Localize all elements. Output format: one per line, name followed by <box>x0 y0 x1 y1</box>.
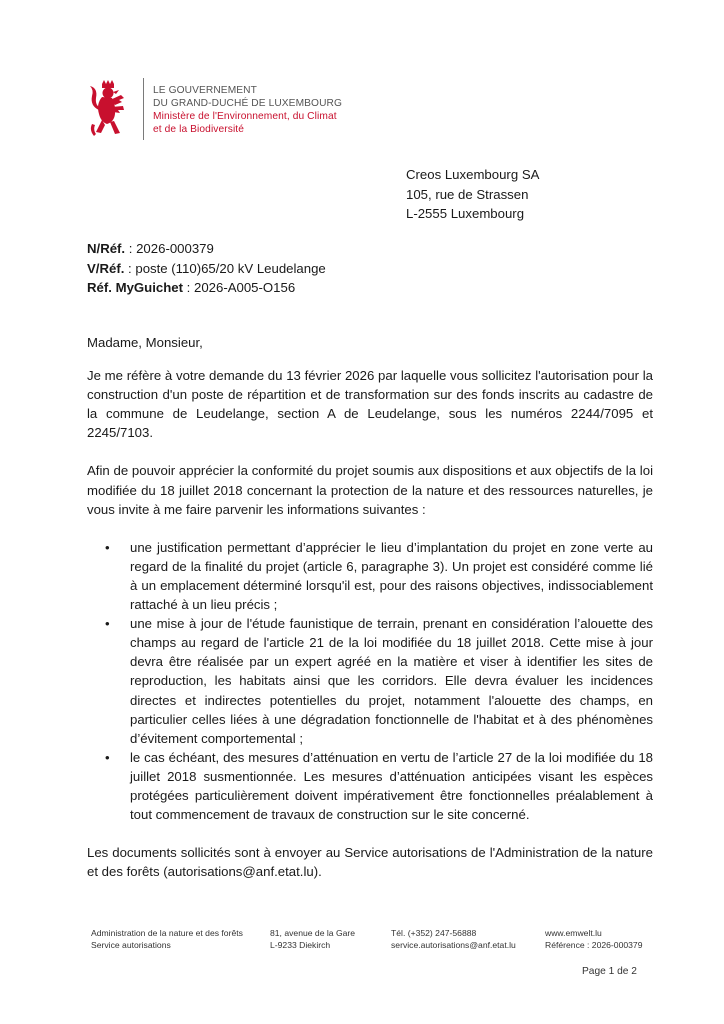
recipient-street: 105, rue de Strassen <box>406 186 529 202</box>
footer-email[interactable]: service.autorisations@anf.etat.lu <box>391 940 516 950</box>
red-lion-icon <box>88 80 130 140</box>
footer-link[interactable]: www.emwelt.lu <box>545 928 602 938</box>
list-item-text: une justification permettant d’apprécier le lieu d’implantation du projet en zone verte au regard de la finalité du projet (article 6, paragraphe 3). Un projet est considéré comme lié à un emplacement déterminé lorsqu'il est, pour des raisons objectives, indissociablement rattaché à un lieu précis ; <box>130 539 653 613</box>
references-block <box>87 239 326 298</box>
recipient-city: L-2555 Luxembourg <box>406 206 525 221</box>
ministry-line-1: Ministère de l'Environnement, du Climat <box>153 111 337 122</box>
footer-text: Tél. (+352) 247-56888 <box>391 928 477 938</box>
footer-text: Service autorisations <box>91 940 171 950</box>
salutation: Madame, Monsieur, <box>87 335 203 350</box>
list-item-text: le cas échéant, des mesures d’atténuation en vertu de l’article 27 de la loi modifiée du 18 juillet 2018 susmentionnée. Les mesures d’atténuation anticipées visant les espèces protégées particulièrement doivent impérativement être fonctionnelles préalablement à tout commencement de travaux de construction sur le site concerné. <box>130 749 653 823</box>
bullet-icon: • <box>105 616 110 632</box>
paragraph-submission: Les documents sollicités sont à envoyer au Service autorisations de l'Administration de la nature et des forêts (autorisations@anf.etat.lu). <box>87 845 653 880</box>
list-item <box>87 748 653 824</box>
footer-text: 81, avenue de la Gare <box>270 928 356 938</box>
list-item <box>87 538 653 614</box>
org-line-1: LE GOUVERNEMENT <box>153 85 257 96</box>
list-item-text: une mise à jour de l'étude faunistique de terrain, prenant en considération l’alouette des champs au regard de l'article 21 de la loi modifiée du 18 juillet 2018. Cette mise à jour devra être réalisée par un expert agréé en la matière et viser à identifier les sites de reproduction, les habitats ainsi que les corridors. Elle devra évaluer les incidences directes et indirectes potentielles du projet, notamment l'alouette des champs, en particulier celles liées à une dégradation fonctionnelle de l'habitat et à des phénomènes d’évitement comportemental ; <box>130 616 653 746</box>
reference-yours <box>87 259 326 279</box>
reference-value: : 2026-000379 <box>125 241 214 256</box>
header-divider <box>143 78 144 140</box>
footer-text: Référence : 2026-000379 <box>545 940 643 950</box>
footer-administration <box>91 927 243 951</box>
reference-label: N/Réf. <box>87 241 126 256</box>
paragraph-request: Je me réfère à votre demande du 13 février 2026 par laquelle vous sollicitez l'autorisation pour la construction d'un poste de répartition et de transformation sur des fonds inscrits au cadastre de la commune de Leudelange, section A de Leudelange, sous les numéros 2244/7095 et 2245/7103. <box>87 368 653 441</box>
reference-value: : poste (110)65/20 kV Leudelange <box>124 260 326 276</box>
bullet-icon: • <box>105 539 110 555</box>
recipient-address <box>406 165 539 224</box>
footer-website <box>545 927 642 951</box>
required-information-list <box>87 538 653 824</box>
reference-label: V/Réf. <box>87 260 125 276</box>
list-item <box>87 614 653 748</box>
organization-block <box>153 84 342 136</box>
footer-text: Administration de la nature et des forêts <box>91 928 243 938</box>
page-number: Page 1 de 2 <box>582 966 637 977</box>
ministry-line-2: et de la Biodiversité <box>153 124 245 135</box>
reference-ours <box>87 239 326 259</box>
reference-myguichet <box>87 278 326 298</box>
paragraph-invitation: Afin de pouvoir apprécier la conformité du projet soumis aux dispositions et aux objectifs de la loi modifiée du 18 juillet 2018 concernant la protection de la nature et des ressources naturelles, je vous invite à me faire parvenir les informations suivantes : <box>87 463 653 517</box>
bullet-icon: • <box>105 749 110 765</box>
org-line-2: DU GRAND-DUCHÉ DE LUXEMBOURG <box>153 98 343 109</box>
reference-value: : 2026-A005-O156 <box>183 280 296 295</box>
footer-text: L-9233 Diekirch <box>270 940 331 950</box>
footer-contact <box>391 927 516 951</box>
recipient-name: Creos Luxembourg SA <box>406 167 540 182</box>
footer-address <box>270 927 355 951</box>
reference-label: Réf. MyGuichet <box>87 280 183 295</box>
letter-body <box>87 333 653 900</box>
